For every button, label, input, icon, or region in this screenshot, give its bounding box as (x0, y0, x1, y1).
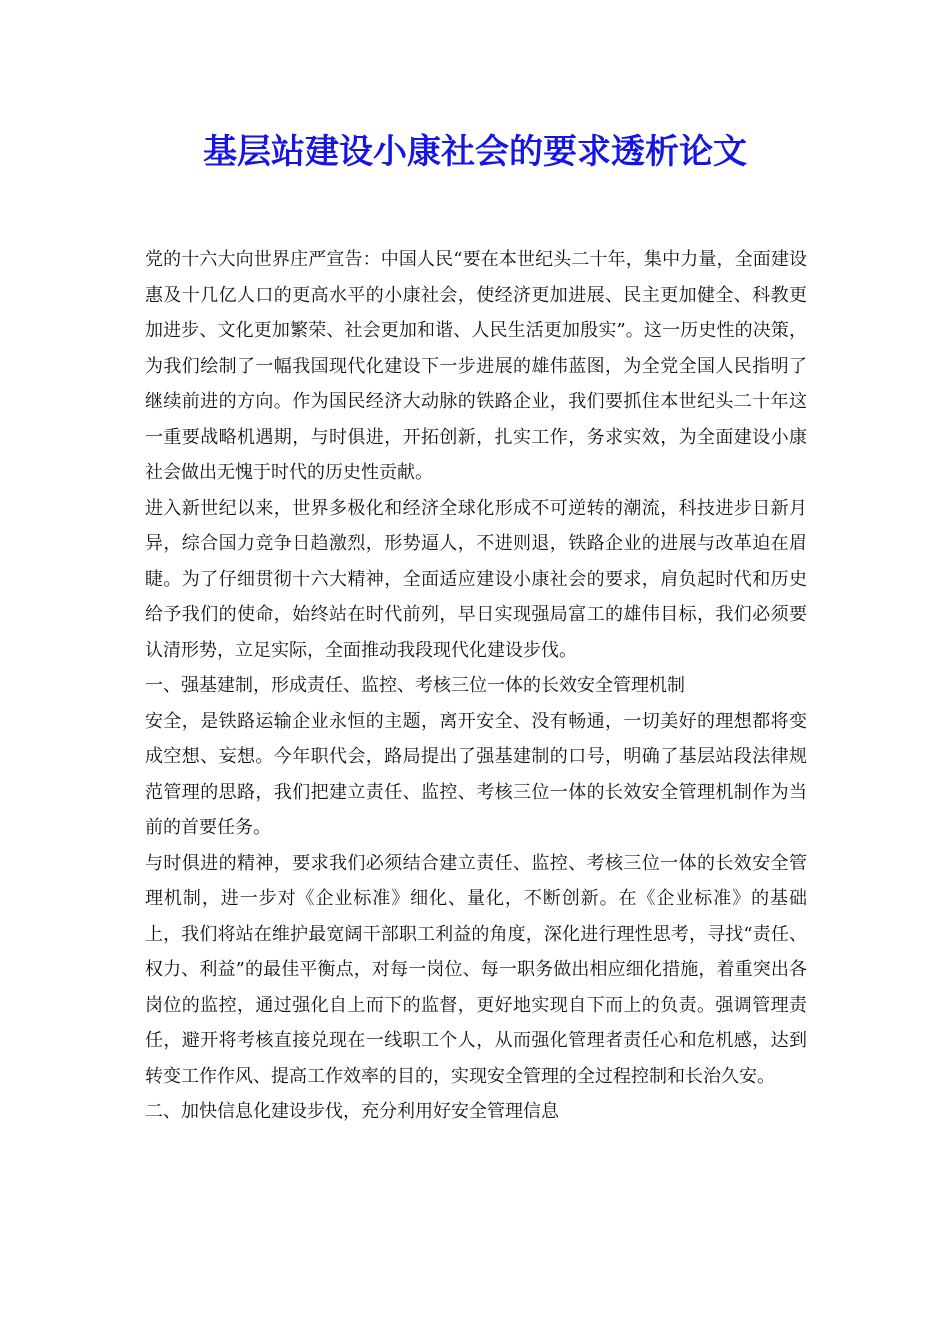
section-heading-2: 二、加快信息化建设步伐，充分利用好安全管理信息 (145, 1101, 559, 1122)
paragraph-intro: 党的十六大向世界庄严宣告：中国人民“要在本世纪头二十年，集中力量，全面建设惠及十几亿人口的更高水平的小康社会，使经济更加进展、民主更加健全、科教更加进步、文化更加繁荣、社会更加和谐、人民生活更加殷实”。这一历史性的决策，为我们绘制了一幅我国现代化建设下一步进展的雄伟蓝图，为全党全国人民指明了继续前进的方向。作为国民经济大动脉的铁路企业，我们要抓住本世纪头二十年这一重要战略机遇期，与时俱进，开拓创新，扎实工作，务求实效，为全面建设小康社会做出无愧于时代的历史性贡献。 (145, 249, 807, 483)
document-body (145, 242, 807, 1130)
paragraph-safety: 安全，是铁路运输企业永恒的主题，离开安全、没有畅通，一切美好的理想都将变成空想、妄想。今年职代会，路局提出了强基建制的口号，明确了基层站段法律规范管理的思路，我们把建立责任、监控、考核三位一体的长效安全管理机制作为当前的首要任务。 (145, 710, 807, 838)
section-heading-1: 一、强基建制，形成责任、监控、考核三位一体的长效安全管理机制 (145, 675, 685, 696)
document-title: 基层站建设小康社会的要求透析论文 (203, 132, 747, 172)
paragraph-innovation: 与时俱进的精神，要求我们必须结合建立责任、监控、考核三位一体的长效安全管理机制，进一步对《企业标准》细化、量化，不断创新。在《企业标准》的基础上，我们将站在维护最宽阔干部职工利益的角度，深化进行理性思考，寻找“责任、权力、利益”的最佳平衡点，对每一岗位、每一职务做出相应细化措施，着重突出各岗位的监控，通过强化自上而下的监督，更好地实现自下而上的负责。强调管理责任，避开将考核直接兑现在一线职工个人，从而强化管理者责任心和危机感，达到转变工作作风、提高工作效率的目的，实现安全管理的全过程控制和长治久安。 (145, 852, 807, 1087)
paragraph-new-century: 进入新世纪以来，世界多极化和经济全球化形成不可逆转的潮流，科技进步日新月异，综合国力竞争日趋激烈，形势逼人，不进则退，铁路企业的进展与改革迫在眉睫。为了仔细贯彻十六大精神，全面适应建设小康社会的要求，肩负起时代和历史给予我们的使命，始终站在时代前列，早日实现强局富工的雄伟目标，我们必须要认清形势，立足实际，全面推动我段现代化建设步伐。 (145, 497, 807, 661)
